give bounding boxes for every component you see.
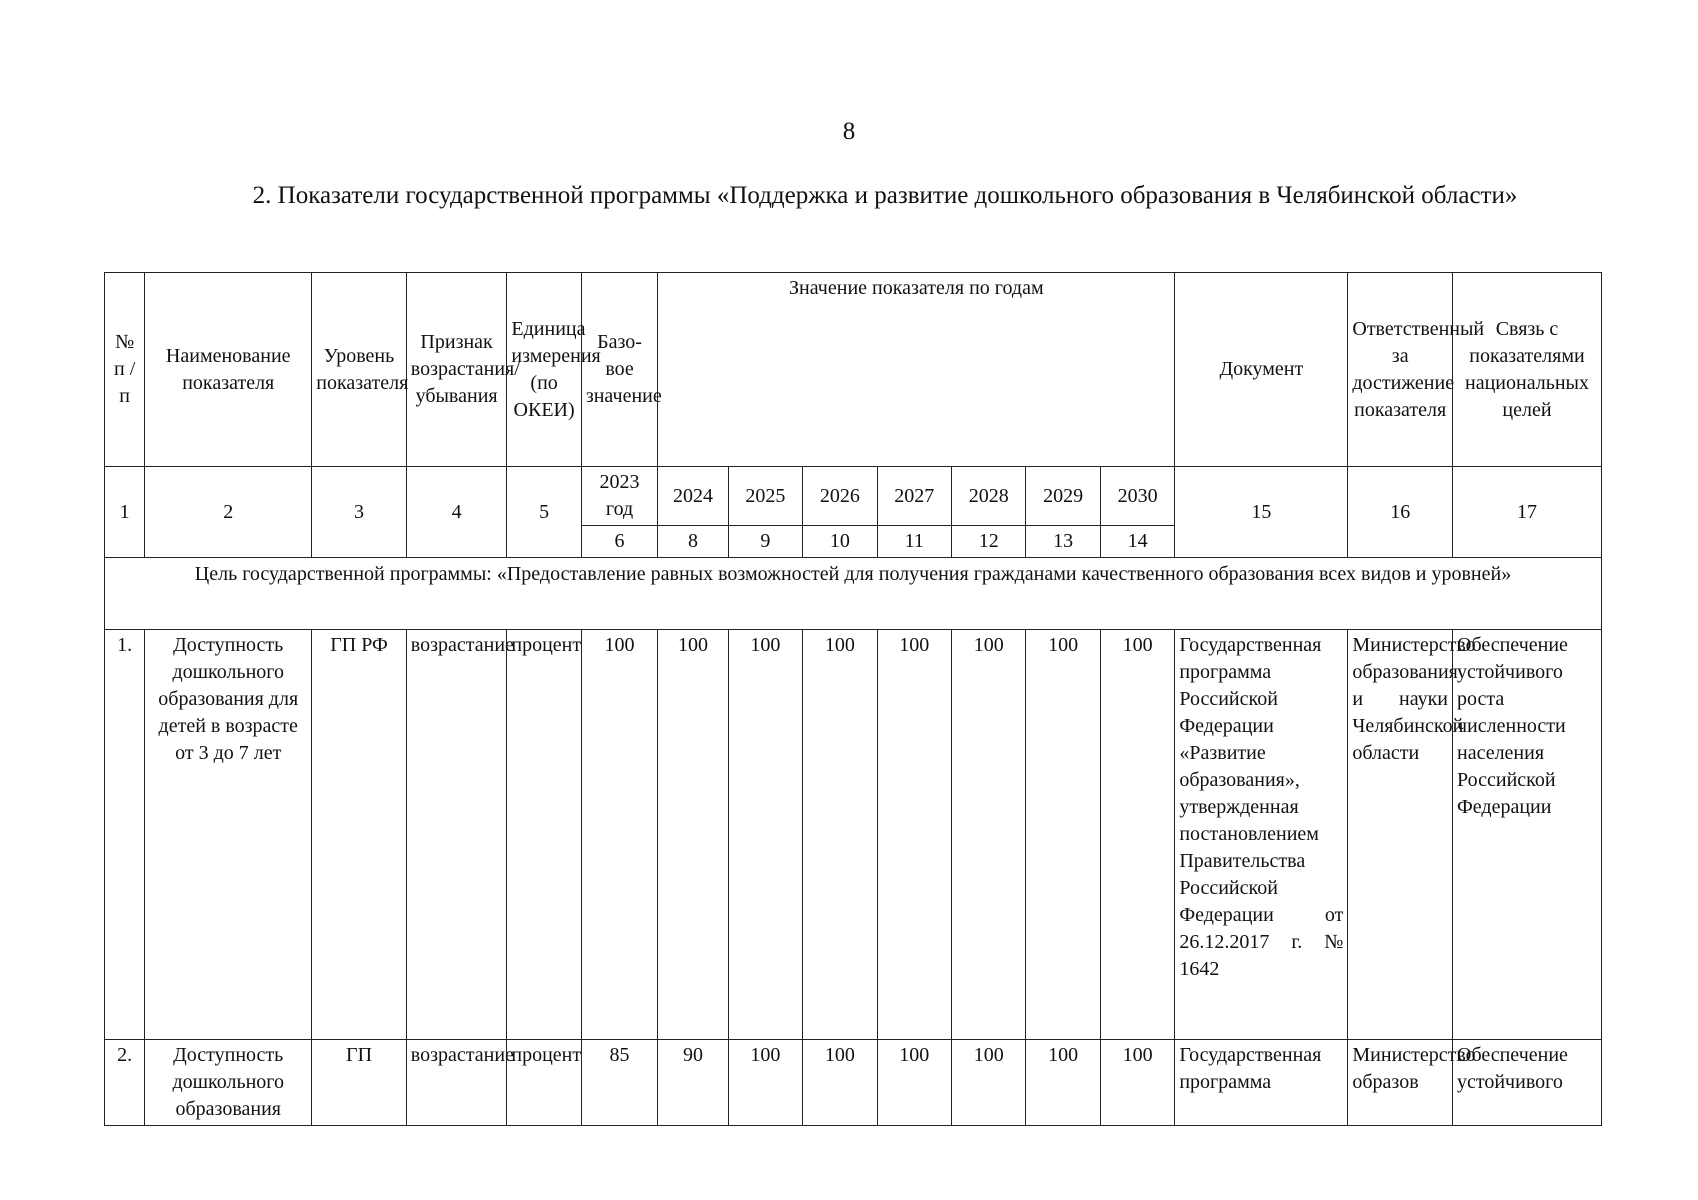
- header-row: [105, 273, 1602, 467]
- header-unit: Единица измерения (по ОКЕИ): [507, 273, 581, 467]
- col-num-17: 17: [1453, 467, 1602, 558]
- row-value: 100: [877, 1040, 951, 1126]
- header-trend: Признак возрастания/ убывания: [406, 273, 507, 467]
- row-value: 100: [1100, 1040, 1174, 1126]
- header-name: Наименование показателя: [145, 273, 312, 467]
- header-level: Уровень показателя: [312, 273, 407, 467]
- col-num-15: 15: [1175, 467, 1348, 558]
- header-responsible: Ответственный за достижение показателя: [1348, 273, 1453, 467]
- year-label: 2025: [728, 467, 802, 526]
- col-num-3: 3: [312, 467, 407, 558]
- row-link: Обеспечение устойчивого: [1453, 1040, 1602, 1126]
- row-value: 100: [803, 630, 877, 1040]
- year-label: 2027: [877, 467, 951, 526]
- col-num-year: 8: [658, 526, 728, 558]
- col-num-5: 5: [507, 467, 581, 558]
- column-number-row-top: [105, 467, 1602, 526]
- row-value: 100: [803, 1040, 877, 1126]
- row-unit: процент: [507, 1040, 581, 1126]
- indicators-table: [104, 272, 1602, 1126]
- row-num: 1.: [105, 630, 145, 1040]
- row-value: 90: [658, 1040, 728, 1126]
- col-num-16: 16: [1348, 467, 1453, 558]
- year-label: 2028: [952, 467, 1026, 526]
- header-years-group: Значение показателя по годам: [658, 273, 1175, 467]
- row-document: Государственная программа: [1175, 1040, 1348, 1126]
- table-row: [105, 1040, 1602, 1126]
- header-base: Базо-вое значение: [581, 273, 657, 467]
- col-num-4: 4: [406, 467, 507, 558]
- year-label: 2026: [803, 467, 877, 526]
- row-name: Доступность дошкольного образования: [145, 1040, 312, 1126]
- year-label: 2024: [658, 467, 728, 526]
- goal-row: [105, 558, 1602, 630]
- year-label: 2030: [1100, 467, 1174, 526]
- row-link: Обеспечение устойчивого роста численности населения Российской Федерации: [1453, 630, 1602, 1040]
- row-value: 100: [658, 630, 728, 1040]
- row-value: 100: [952, 630, 1026, 1040]
- col-num-6: 6: [581, 526, 657, 558]
- row-responsible: Министерство образов: [1348, 1040, 1453, 1126]
- table-row: [105, 630, 1602, 1040]
- page-number: 8: [842, 118, 856, 145]
- header-num: № п / п: [105, 273, 145, 467]
- header-link: Связь с показателями национальных целей: [1453, 273, 1602, 467]
- row-base: 85: [581, 1040, 657, 1126]
- program-goal: Цель государственной программы: «Предоставление равных возможностей для получения гражданами качественного образования всех видов и уровней»: [105, 558, 1602, 630]
- col-num-1: 1: [105, 467, 145, 558]
- row-document: Государственная программа Российской Федерации «Развитие образования», утвержденная постановлением Правительства Российской Федерации от 26.12.2017 г. № 1642: [1175, 630, 1348, 1040]
- row-value: 100: [1100, 630, 1174, 1040]
- row-value: 100: [952, 1040, 1026, 1126]
- row-level: ГП РФ: [312, 630, 407, 1040]
- header-document: Документ: [1175, 273, 1348, 467]
- row-base: 100: [581, 630, 657, 1040]
- col-num-2: 2: [145, 467, 312, 558]
- col-num-year: 13: [1026, 526, 1100, 558]
- col-num-year: 10: [803, 526, 877, 558]
- col-num-year: 14: [1100, 526, 1174, 558]
- row-num: 2.: [105, 1040, 145, 1126]
- row-level: ГП: [312, 1040, 407, 1126]
- row-value: 100: [1026, 630, 1100, 1040]
- row-name: Доступность дошкольного образования для детей в возрасте от 3 до 7 лет: [145, 630, 312, 1040]
- row-responsible: Министерство образования и науки Челябинской области: [1348, 630, 1453, 1040]
- col-num-year: 12: [952, 526, 1026, 558]
- year-label: 2029: [1026, 467, 1100, 526]
- col-num-year: 9: [728, 526, 802, 558]
- section-title: 2. Показатели государственной программы «Поддержка и развитие дошкольного образования в Челябинской области»: [252, 182, 1518, 209]
- row-value: 100: [1026, 1040, 1100, 1126]
- base-year-label: 2023 год: [581, 467, 657, 526]
- row-value: 100: [728, 1040, 802, 1126]
- row-unit: процент: [507, 630, 581, 1040]
- row-trend: возрастание: [406, 1040, 507, 1126]
- row-trend: возрастание: [406, 630, 507, 1040]
- row-value: 100: [728, 630, 802, 1040]
- row-value: 100: [877, 630, 951, 1040]
- col-num-year: 11: [877, 526, 951, 558]
